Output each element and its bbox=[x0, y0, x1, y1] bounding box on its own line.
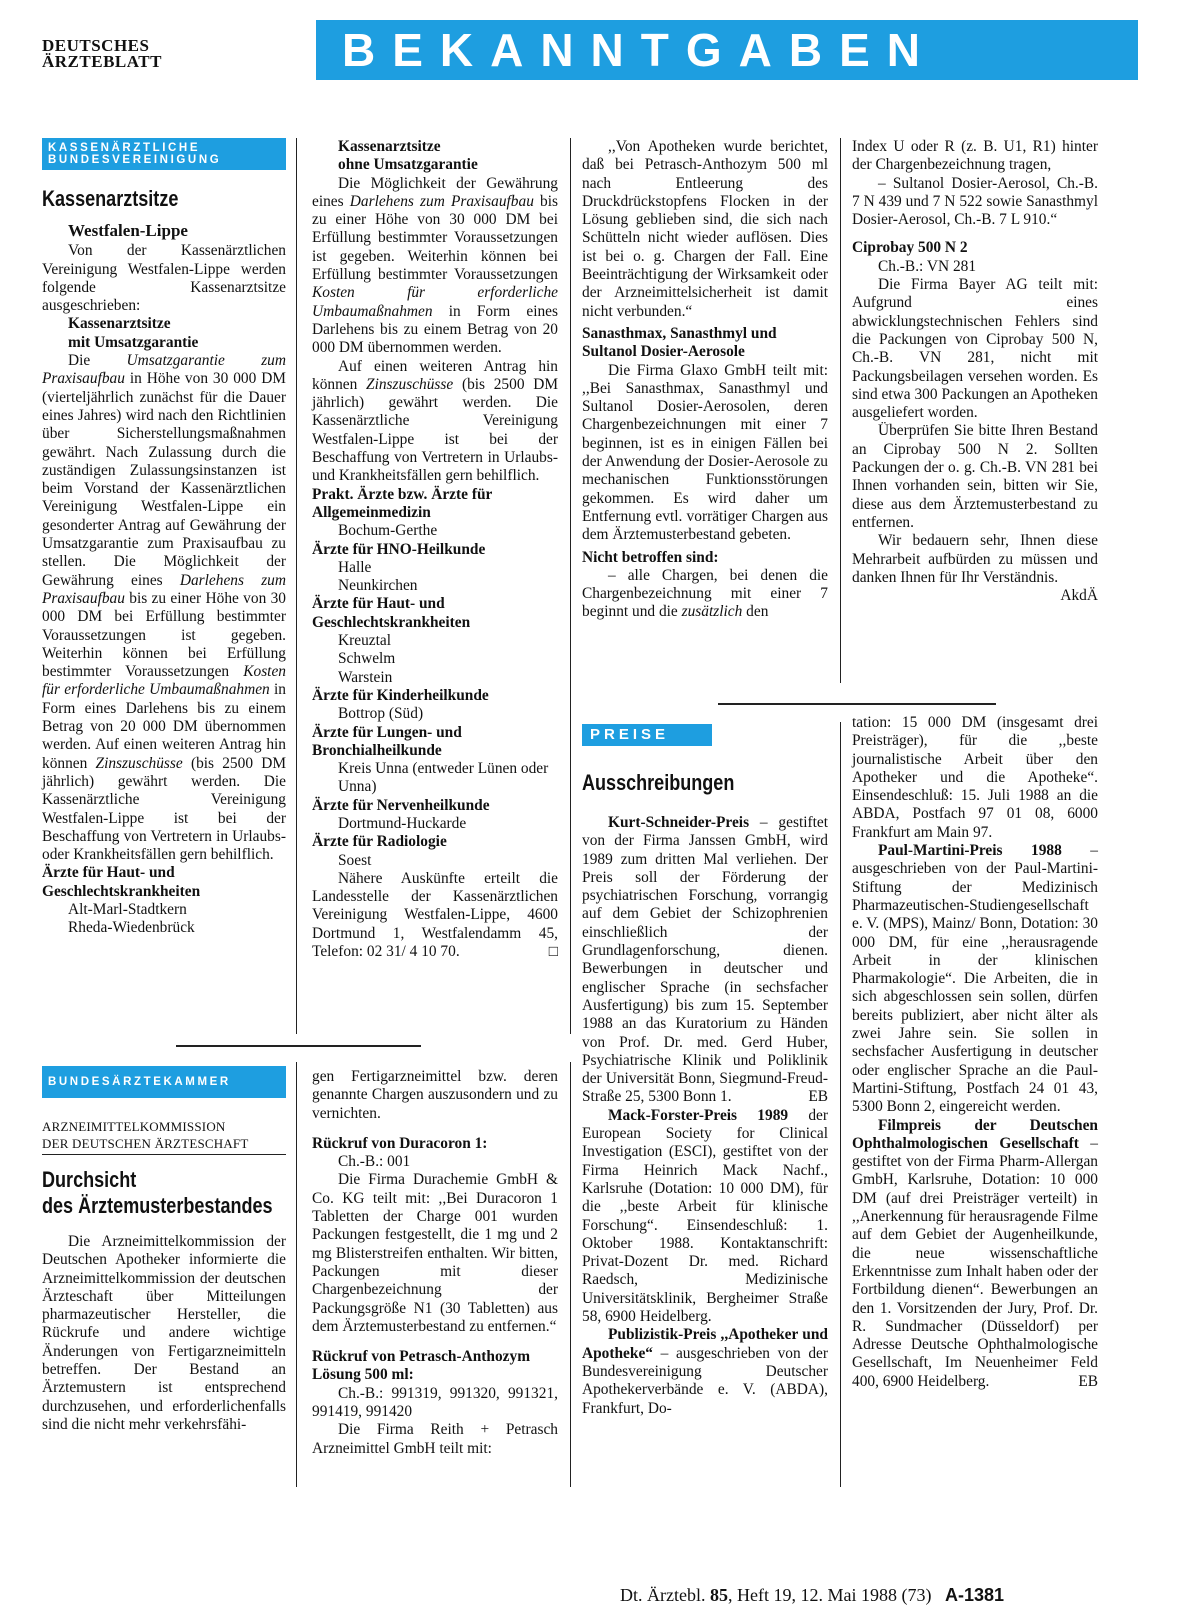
preise-publizistik-continued: tation: 15 000 DM (insgesamt drei Preisträger), für die ,,beste journalistische Arbeit über den Apotheker und die Apotheke“. Einsendeschluß: 15. Juli 1988 an die ABDA, Postfach 97 01 08, 6000 Frankfurt am Main 97. bbox=[852, 714, 1098, 841]
kv-location: Alt-Marl-Stadtkern bbox=[68, 900, 187, 918]
baek-title bbox=[42, 1167, 286, 1219]
kv-location: Warstein bbox=[338, 668, 393, 686]
text-italic: Darlehens zum Praxisaufbau bbox=[349, 192, 534, 210]
baek-kicker bbox=[42, 1118, 286, 1155]
baek-heading-petrasch: Rückruf von Petrasch-Anthozym Lösung 500 ml: bbox=[312, 1348, 531, 1384]
akda-paragraph-apology bbox=[852, 532, 1098, 605]
text: – ausgeschrieben von der Bundesvereinigung Deutscher Apothekerverbände e. V. (ABDA), Frankfurt, Do- bbox=[582, 1344, 828, 1417]
kv-specialty-heading: Ärzte für Lungen- und Bronchialheilkunde bbox=[312, 723, 462, 759]
prize-name: Filmpreis der Deutschen Ophthalmologischen Gesellschaft bbox=[852, 1116, 1098, 1152]
kv-heading-line: mit Umsatzgarantie bbox=[68, 333, 199, 351]
kv-bar-line1: KASSENÄRZTLICHE bbox=[48, 142, 201, 154]
text: Die bbox=[68, 352, 127, 370]
baek-column-2 bbox=[312, 1068, 558, 1458]
text: Nähere Auskünfte erteilt die Landesstelle der Kassenärztlichen Vereinigung Westfalen-Lippe, 4600 Dortmund 1, Westfalendamm 45, Telefon: 02 31/ 4 10 70. bbox=[312, 869, 558, 961]
text-italic: Zinszuschüsse bbox=[366, 375, 454, 393]
footer-journal: Dt. Ärztebl. bbox=[620, 1585, 710, 1605]
kv-specialty-heading: Ärzte für Haut- und Geschlechtskrankheiten bbox=[312, 595, 471, 631]
baek-title-line: des Ärztemusterbestandes bbox=[42, 1193, 273, 1218]
prize-name: Publizistik-Preis ,,Apotheker und Apotheke“ bbox=[582, 1326, 828, 1362]
kv-location: Schwelm bbox=[338, 650, 396, 668]
text: – alle Chargen, bei denen die Chargenbezeichnung mit einer 7 beginnt und die bbox=[582, 566, 828, 621]
kv-location: Soest bbox=[338, 851, 372, 869]
baek-intro-continued: gen Fertigarzneimittel bzw. deren genannte Chargen auszusondern und zu vernichten. bbox=[312, 1068, 558, 1122]
kv-specialty-heading: Prakt. Ärzte bzw. Ärzte für Allgemeinmedizin bbox=[312, 485, 493, 521]
kv-location: Neunkirchen bbox=[338, 577, 418, 595]
kv-specialty-heading: Ärzte für Radiologie bbox=[312, 833, 447, 851]
text: – gestiftet von der Firma Pharm-Allergan GmbH, Karlsruhe, Dotation: 10 000 DM (auf drei Preisträger verteilt) in ,,Anerkennung für herausragende Filme auf dem Gebiet der Augenheilkunde, die neue wissenschaftliche Erkenntnisse zum Inhalt haben oder der Fortbildung dienen“. Bewerbungen an den 1. Vorsitzenden der Jury, Prof. Dr. R. Sundmacher (Düsseldorf) per Adresse Deutsche Ophthalmologische Gesellschaft, Im Neuenheimer Feld 400, 6900 Heidelberg. bbox=[852, 1134, 1098, 1390]
text-italic: Zinszuschüsse bbox=[95, 754, 183, 772]
kv-location: Dortmund-Huckarde bbox=[338, 814, 467, 832]
baek-column-1 bbox=[42, 1066, 286, 1434]
text: bis zu einer Höhe von 30 000 DM bei Erfüllung bestimmter Voraussetzungen ist gegeben. Weiterhin können bei Erfüllung bestimmter Voraussetzungen bbox=[312, 192, 558, 284]
baek-title-line: Durchsicht bbox=[42, 1167, 137, 1192]
kv-title: Kassenarztsitze bbox=[42, 186, 179, 211]
text: – gestiftet von der Firma Janssen GmbH, wird 1989 zum dritten Mal verliehen. Der Preis soll der Förderung der psychiatrischen Forschung, vorrangig auf dem Gebiet der Schizophrenien einschließlich der Grundlagenforschung, dienen. Bewerbungen in deutscher und englischer Sprache (in sechsfacher Ausfertigung) bis zum 15. September 1988 an das Kuratorium zu Händen von Prof. Dr. med. Gerd Huber, Psychiatrische Klinik und Poliklinik der Universität Bonn, Siegmund-Freud-Straße 25, 5300 Bonn 1. bbox=[582, 814, 828, 1106]
kv-closing bbox=[312, 870, 558, 961]
baek-duracoron-batch: Ch.-B.: 001 bbox=[338, 1153, 411, 1171]
prize-name: Kurt-Schneider-Preis bbox=[608, 814, 750, 831]
kv-bar-line2: BUNDESVEREINIGUNG bbox=[48, 154, 222, 166]
text: in Form eines Darlehens bis zu einem Betrag von 20 000 DM übernommen werden. Auf einen weiteren Antrag hin können bbox=[42, 681, 286, 772]
preise-publizistik bbox=[582, 1326, 828, 1417]
end-mark-icon: □ bbox=[548, 943, 558, 961]
baek-petrasch-batches: Ch.-B.: 991319, 991320, 991321, 991419, 991420 bbox=[312, 1384, 558, 1421]
akda-heading-not-affected: Nicht betroffen sind: bbox=[582, 548, 719, 566]
kv-location: Halle bbox=[338, 558, 372, 576]
baek-paragraph-reith: Die Firma Reith + Petrasch Arzneimittel GmbH teilt mit: bbox=[312, 1421, 558, 1457]
akda-column-4 bbox=[852, 138, 1098, 605]
text: Wir bedauern sehr, Ihnen diese Mehrarbeit aufbürden zu müssen und danken Ihnen für Ihr Verständnis. bbox=[852, 532, 1098, 586]
preise-filmpreis bbox=[852, 1117, 1098, 1391]
page-footer bbox=[620, 1585, 1140, 1606]
prize-name: Paul-Martini-Preis 1988 bbox=[878, 842, 1062, 860]
preise-mack-forster bbox=[582, 1107, 828, 1327]
preise-column-3 bbox=[582, 724, 828, 1418]
akda-signature: AkdÄ bbox=[1060, 587, 1098, 605]
baek-kicker-line: ARZNEIMITTELKOMMISSION bbox=[42, 1119, 226, 1134]
kv-heading-line: Kassenarztsitze bbox=[338, 138, 441, 155]
kv-paragraph-1 bbox=[42, 352, 286, 864]
kv-column-2 bbox=[312, 138, 558, 961]
section-banner: BEKANNTGABEN bbox=[316, 20, 1138, 80]
preise-column-4 bbox=[852, 714, 1098, 1391]
akda-not-affected-1 bbox=[582, 567, 828, 622]
text: (bis 2500 DM jährlich) gewährt werden. Die Kassenärztliche Vereinigung Westfalen-Lippe ist bei der Beschaffung von Vertretern in Urlaubs- und Krankheitsfällen gern behilflich. bbox=[312, 375, 559, 485]
kv-specialty-heading: Ärzte für Nervenheilkunde bbox=[312, 796, 490, 814]
akda-heading-ciprobay: Ciprobay 500 N 2 bbox=[852, 239, 968, 257]
text-italic: Darlehens zum Praxisaufbau bbox=[42, 571, 286, 607]
akda-quote-petrasch: ,,Von Apotheken wurde berichtet, daß bei Petrasch-Anthozym 500 ml nach Entleerung des Druckdrückstopfens Flocken in der Lösung geblieben sind, die sich nach Schütteln nicht wieder auflösen. Dies ist bei o. g. Chargen der Fall. Eine Beeinträchtigung der Wirksamkeit oder der Arzneimittelsicherheit ist damit nicht verbunden.“ bbox=[582, 138, 828, 320]
column-rule bbox=[296, 1062, 297, 1487]
text-italic: zusätzlich bbox=[681, 603, 743, 621]
column-rule bbox=[570, 138, 571, 1034]
kv-paragraph-3 bbox=[312, 358, 558, 486]
akda-heading-sanasthmax: Sanasthmax, Sanasthmyl und Sultanol Dosier-Aerosole bbox=[582, 324, 777, 361]
section-divider bbox=[176, 1045, 421, 1047]
baek-paragraph-durachemie: Die Firma Durachemie GmbH & Co. KG teilt mit: ,,Bei Duracoron 1 Tabletten der Charge 001 wurden Packungen festgestellt, die 1 mg und 2 mg Blisterstreifen enthalten. Wir bitten, Packungen mit dieser Chargenbezeichnung der Packungsgröße N1 (30 Tabletten) aus dem Ärztemusterbestand zu entfernen.“ bbox=[312, 1171, 558, 1335]
column-rule bbox=[570, 1062, 571, 1487]
text: Die Möglichkeit der Gewährung eines bbox=[312, 174, 558, 210]
column-rule bbox=[840, 722, 841, 1487]
section-divider bbox=[718, 703, 996, 705]
baek-section-bar: BUNDESÄRZTEKAMMER bbox=[42, 1066, 286, 1098]
kv-heading-with-guarantee bbox=[42, 315, 286, 352]
masthead-line2: ÄRZTEBLATT bbox=[42, 52, 162, 71]
akda-ciprobay-batch: Ch.-B.: VN 281 bbox=[878, 257, 977, 275]
text: Auf einen weiteren Antrag hin können bbox=[312, 357, 558, 393]
text-italic: Umsatzgarantie zum Praxisaufbau bbox=[42, 352, 286, 388]
kv-heading-line: ohne Umsatzgarantie bbox=[338, 156, 478, 174]
baek-kicker-line: DER DEUTSCHEN ÄRZTESCHAFT bbox=[42, 1136, 249, 1151]
preise-signature: EB bbox=[1078, 1372, 1098, 1390]
text-italic: Kosten für erforderliche Umbaumaßnahmen bbox=[42, 663, 286, 699]
akda-column-3 bbox=[582, 138, 828, 622]
kv-section-bar bbox=[42, 138, 286, 170]
preise-signature: EB bbox=[808, 1088, 828, 1106]
preise-kurt-schneider bbox=[582, 814, 828, 1107]
kv-heading-without-guarantee bbox=[312, 138, 558, 175]
text: bis zu einer Höhe von 30 000 DM bei Erfüllung bestimmter Voraussetzungen ist gegeben. Weiterhin können bei Erfüllung bestimmter Voraussetzungen bbox=[42, 589, 286, 681]
text: – ausgeschrieben von der Paul-Martini-Stiftung der Medizinisch Pharmazeutischen-Studiengesellschaft e. V. (MPS), Mainz/ Bonn, Dotation: 30 000 DM, für eine ,,herausragende Arbeit in der klinischen Pharmakologie“. Die Arbeiten, die in sich abgeschlossen sein sollen, dürfen bereits publiziert, aber nicht älter als zwei Jahre sein. Sie sollen in sechsfacher Ausfertigung in deutscher oder englischer Sprache an die Paul-Martini-Stiftung, Postfach 24 01 43, 5300 Bonn 2, eingereicht werden. bbox=[852, 842, 1099, 1116]
kv-location: Bottrop (Süd) bbox=[338, 705, 424, 723]
akda-paragraph-glaxo: Die Firma Glaxo GmbH teilt mit: ,,Bei Sanasthmax, Sanasthmyl und Sultanol Dosier-Aerosolen, deren Chargenbezeichnungen mit einer 7 beginnen, ist es in einigen Fällen bei der Anwendung der Dosier-Aerosole zu mechanischen Funktionsstörungen gekommen. Es wird daher um Entfernung evtl. vorrätiger Chargen aus dem Ärztemusterbestand gebeten. bbox=[582, 361, 828, 544]
text-italic: Kosten für erforderliche Umbaumaßnahmen bbox=[312, 284, 558, 320]
akda-not-affected-2: – Sultanol Dosier-Aerosol, Ch.-B. 7 N 439 und 7 N 522 sowie Sanasthmyl Dosier-Aerosol, Ch.-B. 7 L 910.“ bbox=[852, 174, 1098, 229]
text: den bbox=[742, 603, 769, 621]
baek-intro: Die Arzneimittelkommission der Deutschen Apotheker informierte die Arzneimittelkommission der deutschen Ärzteschaft über Mitteilungen pharmazeutischer Hersteller, die Rückrufe und andere wichtige Änderungen von Fertigarzneimitteln betreffen. Der Bestand an Ärztemustern ist entsprechend durchzusehen, und erforderlichenfalls sind die nicht mehr verkehrsfähi- bbox=[42, 1233, 286, 1433]
preise-section-bar: PREISE bbox=[582, 724, 712, 746]
masthead-line1: DEUTSCHES bbox=[42, 36, 150, 55]
footer-volume: 85 bbox=[709, 1585, 728, 1605]
kv-location: Kreuztal bbox=[338, 632, 391, 650]
prize-name: Mack-Forster-Preis 1989 bbox=[608, 1106, 789, 1124]
text: der European Society for Clinical Investigation (ESCI), gestiftet von der Firma Heinrich Mack Nachf., Karlsruhe (Dotation: 10 000 DM), für die ,,beste Arbeit für klinische Forschung“. Einsendeschluß: 1. Oktober 1988. Kontaktanschrift: Privat-Dozent Dr. med. Richard Raedsch, Medizinische Universitätsklinik, Bergheimer Straße 58, 6900 Heidelberg. bbox=[582, 1106, 828, 1326]
kv-location: Kreis Unna (entweder Lünen oder Unna) bbox=[338, 760, 549, 796]
text: in Höhe von 30 000 DM (vierteljährlich zunächst für die Dauer eines Jahres) wird nach den Richtlinien über Sicherstellungsmaßnahmen gewährt. Nach Zulassung durch die zuständigen Zulassungsinstanzen ist beim Vorstand der Kassenärztlichen Vereinigung Westfalen-Lippe ein gesonderter Antrag auf Gewährung der Umsatzgarantie zum Praxisaufbau zu stellen. Die Möglichkeit der Gewährung eines bbox=[42, 370, 286, 589]
masthead bbox=[42, 38, 222, 70]
kv-subtitle: Westfalen-Lippe bbox=[68, 221, 188, 240]
akda-paragraph-bayer: Die Firma Bayer AG teilt mit: Aufgrund eines abwicklungstechnischen Fehlers sind die Packungen von Ciprobay 500 N, Ch.-B. VN 281, nicht mit Packungsbeilagen versehen worden. Es sind etwa 300 Packungen an Apotheken ausgeliefert worden. bbox=[852, 276, 1098, 422]
baek-heading-duracoron: Rückruf von Duracoron 1: bbox=[312, 1134, 488, 1152]
kv-location: Bochum-Gerthe bbox=[338, 522, 438, 540]
page-number: A-1381 bbox=[944, 1585, 1004, 1605]
kv-paragraph-2 bbox=[312, 175, 558, 358]
text: (bis 2500 DM jährlich) gewährt werden. Die Kassenärztliche Vereinigung Westfalen-Lippe ist bei der Beschaffung von Vertretern in Urlaubs- oder Krankheitsfällen gern behilflich. bbox=[42, 754, 287, 864]
column-rule bbox=[296, 138, 297, 1034]
kv-specialty-heading: Ärzte für Haut- und Geschlechtskrankheiten bbox=[42, 864, 201, 900]
kv-specialty-heading: Ärzte für Kinderheilkunde bbox=[312, 686, 489, 704]
kv-heading-line: Kassenarztsitze bbox=[68, 315, 171, 333]
column-rule bbox=[840, 138, 841, 683]
text: in Form eines Darlehens bis zu einem Betrag von 20 000 DM übernommen werden. bbox=[312, 302, 558, 357]
kv-intro: Von der Kassenärztlichen Vereinigung Westfalen-Lippe werden folgende Kassenarztsitze ausgeschrieben: bbox=[42, 242, 286, 315]
akda-paragraph-check: Überprüfen Sie bitte Ihren Bestand an Ciprobay 500 N 2. Sollten Packungen der o. g. Ch.-B. VN 281 bei Ihnen vorhanden sein, bitten wir Sie, diese aus dem Ärztemusterbestand zu entfernen. bbox=[852, 422, 1098, 531]
kv-specialty-heading: Ärzte für HNO-Heilkunde bbox=[312, 540, 486, 558]
preise-title: Ausschreibungen bbox=[582, 770, 735, 795]
akda-index-note: Index U oder R (z. B. U1, R1) hinter der Chargenbezeichnung tragen, bbox=[852, 138, 1098, 174]
footer-issue: , Heft 19, 12. Mai 1988 (73) bbox=[727, 1585, 932, 1605]
kv-column-1 bbox=[42, 138, 286, 938]
preise-paul-martini bbox=[852, 842, 1098, 1116]
kv-location: Rheda-Wiedenbrück bbox=[68, 919, 195, 937]
